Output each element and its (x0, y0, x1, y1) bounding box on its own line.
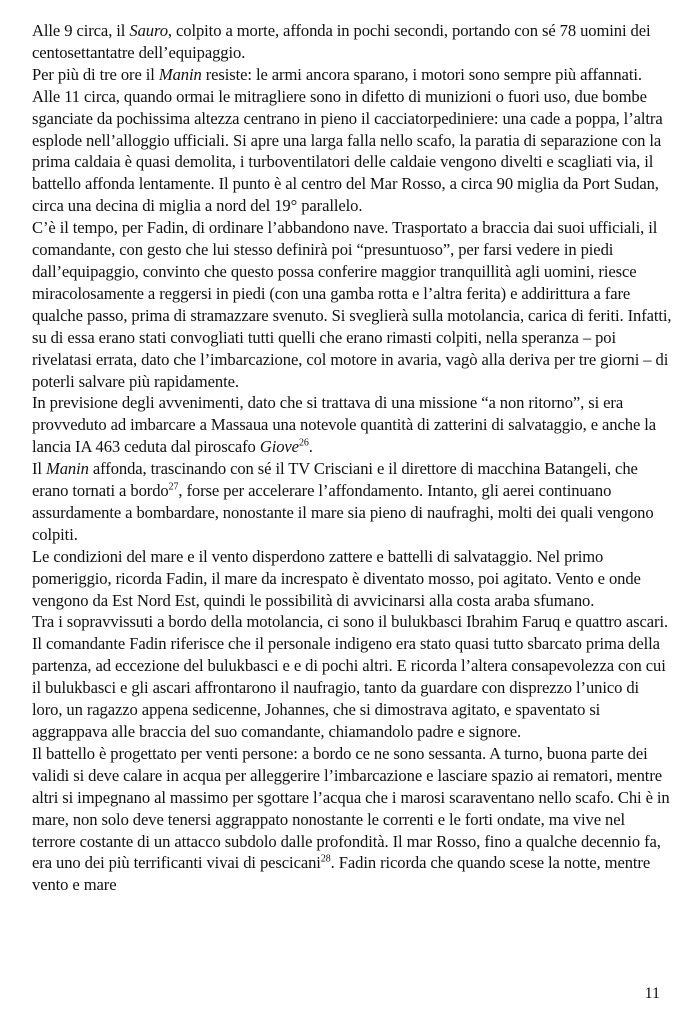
italic-text: Manin (158, 64, 202, 84)
italic-text: Sauro (129, 21, 168, 40)
text-run: Il (32, 459, 46, 479)
text-run: In previsione degli avvenimenti, dato che si trattava di una missione “a non ritorno”, si era provveduto ad imbarcare a Massaua una notevole quantità di zatterini di salvataggio, e anche la lancia IA 463 ceduta dal piroscafo (32, 393, 657, 457)
footnote-reference: 26 (298, 437, 309, 449)
paragraph (32, 20, 672, 64)
text-run: , colpito a morte, affonda in pochi secondi, portando con sé 78 uomini dei centosettantatre dell’equipaggio. (32, 21, 651, 62)
text-run: . (308, 437, 313, 457)
italic-text: Giove (259, 437, 299, 457)
italic-text: Manin (46, 459, 89, 479)
paragraph (32, 392, 672, 458)
text-run: resiste: le armi ancora sparano, i motori sono sempre più affannati. Alle 11 circa, quando ormai le mitragliere sono in difetto di munizioni o fuori uso, due bombe sganciate da pochissima altezza centrano in pieno il cacciatorpediniere: una cade a poppa, l’altra esplode nell’alloggio ufficiali. Si apre una larga falla nello scafo, la paratia di separazione con la prima caldaia è quasi demolita, i turboventilatori delle caldaie vengono divelti e scagliati via, il battello affonda lentamente. Il punto è al centro del Mar Rosso, a circa 90 miglia da Port Sudan, circa una decina di miglia a nord del 19° parallelo. (32, 64, 663, 216)
paragraph (32, 743, 672, 896)
text-run: Le condizioni del mare e il vento disperdono zattere e battelli di salvataggio. Nel primo pomeriggio, ricorda Fadin, il mare da increspato è diventato mosso, poi agitato. Vento e onde vengono da Est Nord Est, quindi le possibilità di avvicinarsi alla costa araba sfumano. (32, 546, 641, 610)
footnote-reference: 28 (320, 853, 331, 865)
text-run: Il comandante Fadin riferisce che il personale indigeno era stato quasi tutto sbarcato prima della partenza, ad eccezione del bulukbasci e e di pochi altri. E ricorda l’altera consapevolezza con cui il bulukbasci e gli ascari affrontarono il naufragio, tanto da guardare con disprezzo l’unico di loro, un ragazzo appena sedicenne, Johannes, che si dimostrava agitato, e spaventato si aggrappava alle braccia del suo comandante, chiamandolo padre e signore. (32, 634, 666, 741)
paragraph (32, 217, 672, 392)
text-run: affonda, trascinando con sé il TV Crisciani e il direttore di macchina Batangeli, che erano tornati a bordo (32, 459, 638, 501)
paragraph (32, 458, 672, 546)
text-run: , forse per accelerare l’affondamento. Intanto, gli aerei continuano assurdamente a bombardare, nonostante il mare sia pieno di naufraghi, molti dei quali vengono colpiti. (32, 481, 654, 544)
text-run: Il battello è progettato per venti persone: a bordo ce ne sono sessanta. A turno, buona parte dei validi si deve calare in acqua per alleggerire l’imbarcazione e lasciare spazio ai rematori, mentre altri si impegnano al massimo per sgottare l’acqua che i marosi scaraventano nello scafo. Chi è in mare, non solo deve tenersi aggrappato nonostante le correnti e le forti ondate, ma vive nel terrore costante di un attacco subdolo dalle profondità. Il mar Rosso, fino a qualche decennio fa, era uno dei più terrificanti vivai di pescicani (32, 743, 670, 873)
paragraph (32, 611, 672, 633)
footnote-reference: 27 (168, 481, 179, 493)
paragraph (32, 633, 672, 743)
text-run: Tra i sopravvissuti a bordo della motolancia, ci sono il bulukbasci Ibrahim Faruq e quattro ascari. (32, 612, 669, 632)
paragraph (32, 546, 672, 612)
text-run: . Fadin ricorda che quando scese la notte, mentre vento e mare (32, 853, 651, 895)
text-run: C’è il tempo, per Fadin, di ordinare l’abbandono nave. Trasportato a braccia dai suoi ufficiali, il comandante, con gesto che lui stesso definirà poi “presuntuoso”, per farsi vedere in piedi dall’equipaggio, convinto che questo possa conferire maggior tranquillità agli uomini, riesce miracolosamente a reggersi in piedi (con una gamba rotta e l’altra ferita) e addirittura a fare qualche passo, prima di stramazzare svenuto. Si sveglierà sulla motolancia, carica di feriti. Infatti, su di essa erano stati convogliati tutti quelli che erano rimasti colpiti, nella speranza – poi rivelatasi errata, dato che l’imbarcazione, col motore in avaria, vagò alla deriva per tre giorni – di poterli salvare più rapidamente. (32, 218, 672, 391)
page-number: 11 (644, 985, 660, 1002)
document-body (32, 20, 672, 896)
text-run: Per più di tre ore il (32, 64, 159, 84)
paragraph (32, 64, 672, 217)
text-run: Alle 9 circa, il (32, 21, 130, 40)
